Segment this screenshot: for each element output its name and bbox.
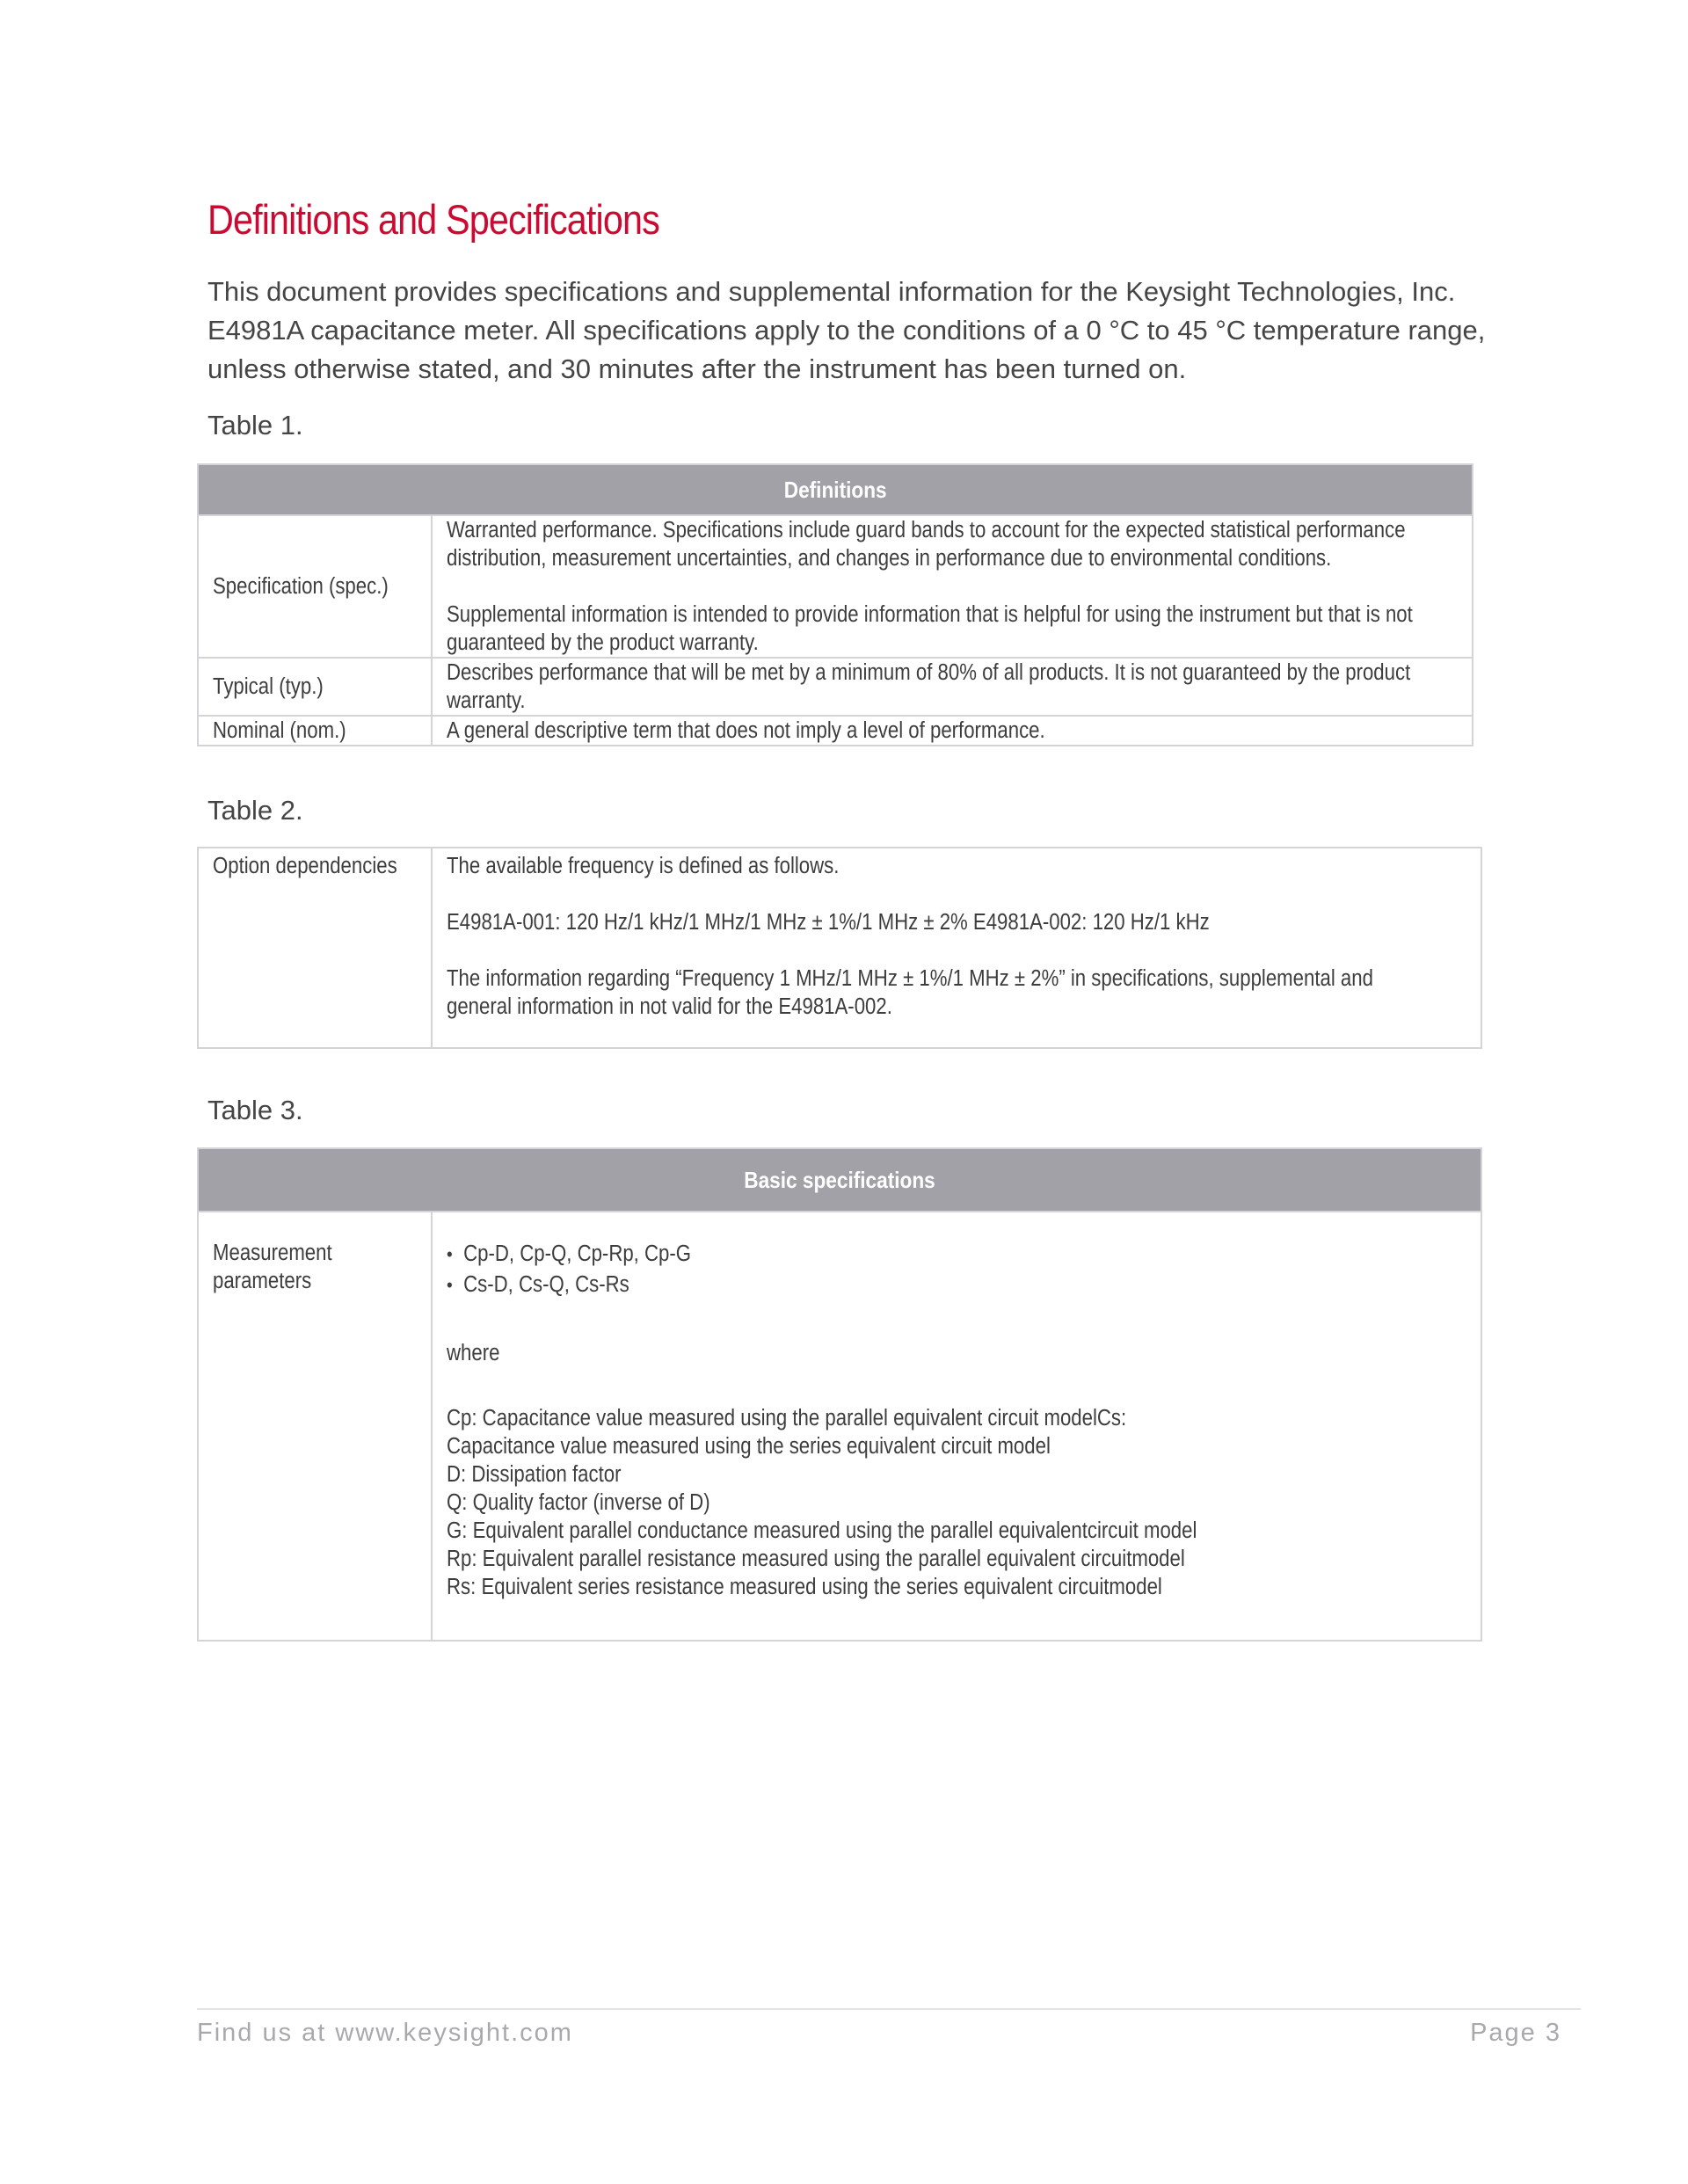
table-row bbox=[198, 716, 1473, 746]
definition-cell: Describes performance that will be met by a minimum of 80% of all products. It is not guaranteed by the product warranty. bbox=[432, 658, 1473, 716]
definition-cell: Warranted performance. Specifications include guard bands to account for the expected statistical performance distribution, measurement uncertainties, and changes in performance due to environmental conditions. Supplemental information is intended to provide information that is helpful for using the instrument but that is not guaranteed by the product warranty. bbox=[432, 515, 1473, 658]
definition-cell: A general descriptive term that does not imply a level of performance. bbox=[432, 716, 1473, 746]
footer-website-link[interactable]: Find us at www.keysight.com bbox=[197, 2019, 573, 2047]
option-dependencies-table bbox=[197, 847, 1482, 1049]
term-cell: Option dependencies bbox=[198, 848, 432, 1048]
basic-spec-header-row bbox=[198, 1148, 1481, 1212]
page-title: Definitions and Specifications bbox=[207, 196, 659, 243]
table-row bbox=[198, 658, 1473, 716]
footer-divider bbox=[197, 2008, 1581, 2010]
term-cell: Typical (typ.) bbox=[198, 658, 432, 716]
definition-cell: The available frequency is defined as follows. E4981A-001: 120 Hz/1 kHz/1 MHz/1 MHz ± 1%/1 MHz ± 2% E4981A-002: 120 Hz/1 kHz The information regarding “Frequency 1 MHz/1 MHz ± 1%/1 MHz ± 2%” in specifications, supplemental and general information in not valid for the E4981A-002. bbox=[432, 848, 1481, 1048]
basic-spec-header: Basic specifications bbox=[198, 1148, 1481, 1212]
term-cell: Specification (spec.) bbox=[198, 515, 432, 658]
definitions-table bbox=[197, 463, 1473, 746]
definitions-header-row bbox=[198, 464, 1473, 515]
table-row bbox=[198, 1212, 1481, 1641]
term-cell: Nominal (nom.) bbox=[198, 716, 432, 746]
intro-paragraph: This document provides specifications and supplemental information for the Keysight Technologies, Inc. E4981A capacitance meter. All specifications apply to the conditions of a 0 °C to 45 °C temperature range, unless otherwise stated, and 30 minutes after the instrument has been turned on. bbox=[207, 276, 1486, 384]
basic-specifications-table bbox=[197, 1147, 1482, 1642]
term-cell: Measurement parameters bbox=[198, 1212, 432, 1641]
table2-caption: Table 2. bbox=[207, 795, 303, 826]
definitions-header: Definitions bbox=[198, 464, 1473, 515]
table-row bbox=[198, 515, 1473, 658]
page-number: Page 3 bbox=[1470, 2019, 1561, 2047]
list-item: • Cp-D, Cp-Q, Cp-Rp, Cp-G bbox=[447, 1239, 1197, 1270]
table-row bbox=[198, 848, 1481, 1048]
table1-caption: Table 1. bbox=[207, 410, 303, 440]
definition-cell: • Cp-D, Cp-Q, Cp-Rp, Cp-G • Cs-D, Cs-Q, Cs-Rs where Cp: Capacitance value measured using the parallel equivalent circuit modelCs: Capacitance value measured using the series equivalent circuit model D: Dissipation factor Q: Quality factor (inverse of D) G: Equivalent parallel conductance measured using the parallel equivalentcircuit model Rp: Equivalent parallel resistance measured using the parallel equivalent circuitmodel Rs: Equivalent series resistance measured using the series equivalent circuitmodel bbox=[432, 1212, 1481, 1641]
table3-caption: Table 3. bbox=[207, 1095, 303, 1125]
list-item: • Cs-D, Cs-Q, Cs-Rs bbox=[447, 1270, 1197, 1300]
